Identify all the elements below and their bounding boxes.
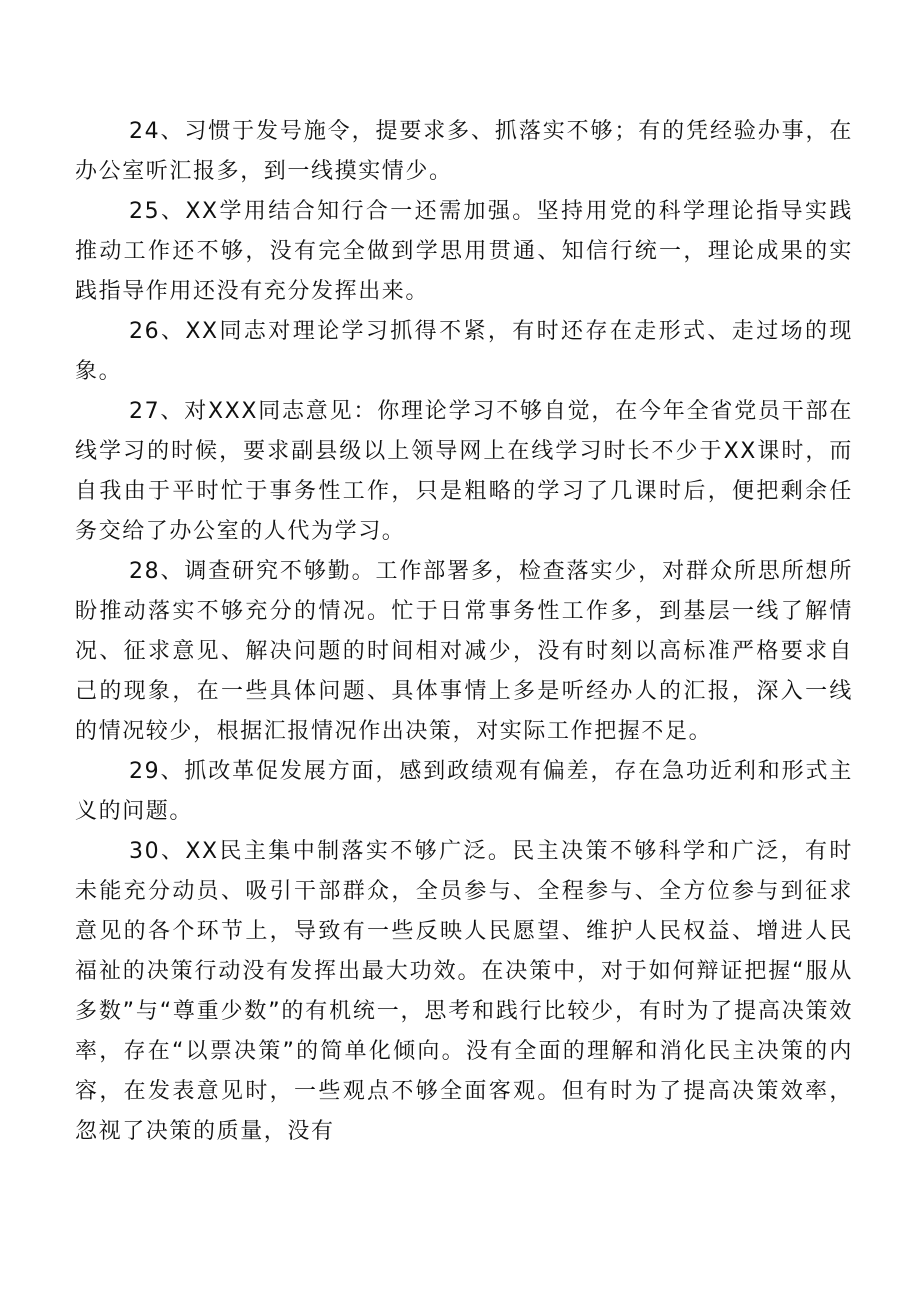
paragraph-24: 24、习惯于发号施令，提要求多、抓落实不够；有的凭经验办事，在办公室听汇报多，到一线摸实情少。 [75, 119, 853, 184]
paragraph-29: 29、抓改革促发展方面，感到政绩观有偏差，存在急功近利和形式主义的问题。 [75, 759, 853, 824]
paragraph-25: 25、XX学用结合知行合一还需加强。坚持用党的科学理论指导实践推动工作还不够，没有完全做到学思用贯通、知信行统一，理论成果的实践指导作用还没有充分发挥出来。 [75, 199, 853, 304]
paragraph-26: 26、XX同志对理论学习抓得不紧，有时还存在走形式、走过场的现象。 [75, 319, 853, 384]
paragraph-30: 30、XX民主集中制落实不够广泛。民主决策不够科学和广泛，有时未能充分动员、吸引干部群众，全员参与、全程参与、全方位参与到征求意见的各个环节上，导致有一些反映人民愿望、维护人民权益、增进人民福祉的决策行动没有发挥出最大功效。在决策中，对于如何辩证把握“服从多数”与“尊重少数”的有机统一，思考和践行比较少，有时为了提高决策效率，存在“以票决策”的简单化倾向。没有全面的理解和消化民主决策的内容，在发表意见时，一些观点不够全面客观。但有时为了提高决策效率，忽视了决策的质量，没有 [75, 839, 853, 1144]
paragraph-28: 28、调查研究不够勤。工作部署多，检查落实少，对群众所思所想所盼推动落实不够充分的情况。忙于日常事务性工作多，到基层一线了解情况、征求意见、解决问题的时间相对减少，没有时刻以高标准严格要求自己的现象，在一些具体问题、具体事情上多是听经办人的汇报，深入一线的情况较少，根据汇报情况作出决策，对实际工作把握不足。 [75, 559, 853, 744]
paragraph-27: 27、对XXX同志意见：你理论学习不够自觉，在今年全省党员干部在线学习的时候，要求副县级以上领导网上在线学习时长不少于XX课时，而自我由于平时忙于事务性工作，只是粗略的学习了几课时后，便把剩余任务交给了办公室的人代为学习。 [75, 399, 853, 544]
document-body [75, 112, 853, 1152]
